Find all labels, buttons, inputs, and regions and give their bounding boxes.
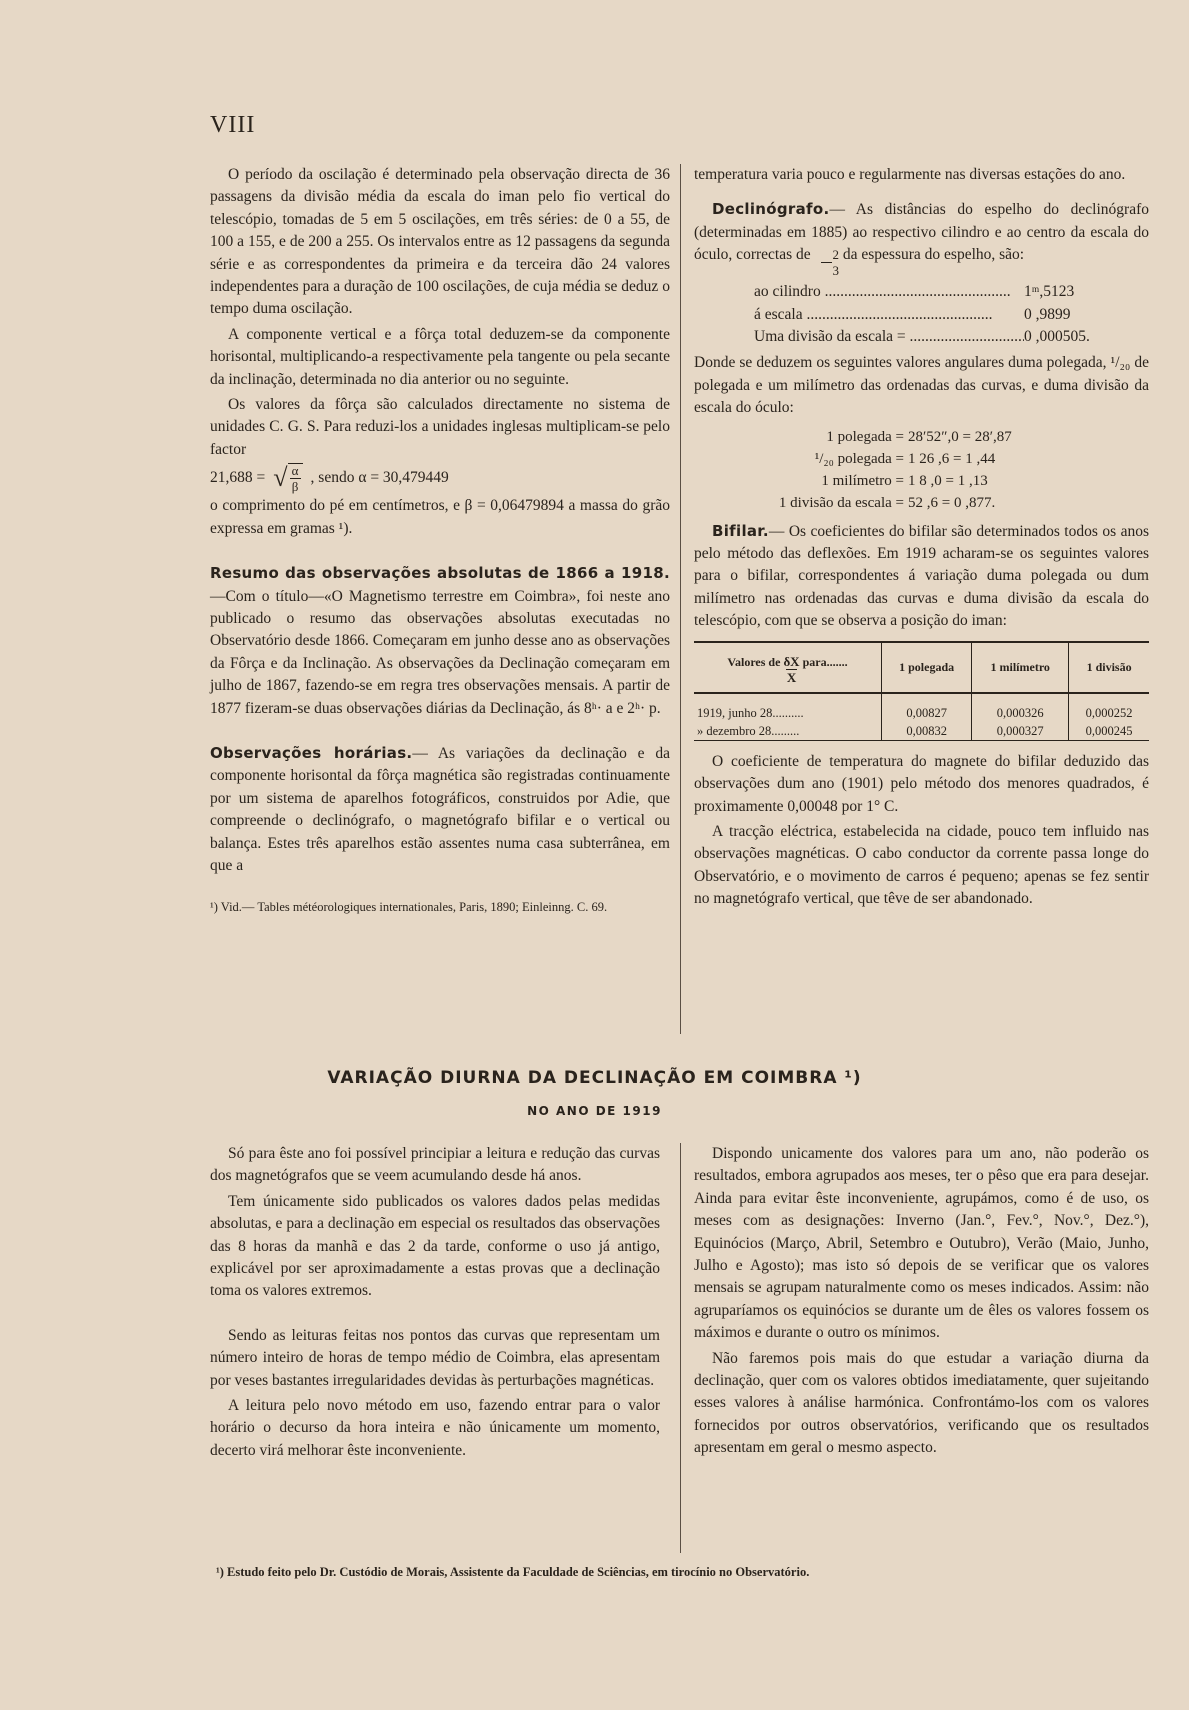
fraction-numerator: α: [291, 463, 299, 479]
section-heading: Resumo das observações absolutas de 1866 a 1918.: [210, 564, 670, 583]
paragraph: Não faremos pois mais do que estudar a variação diurna da declinação, quer com os valores obtidos imediatamente, quer sujeitando esses valores à análise harmónica. Confrontámo-los com os valores fornecidos por outros observatórios, verificando que os resultados apresentam em geral o mesmo aspecto.: [694, 1349, 1149, 1457]
table-cell: 0,000327: [972, 722, 1069, 741]
paragraph: Só para êste ano foi possível principiar a leitura e redução das curvas dos magnetógrafos que se veem acumulando desde há anos.: [210, 1145, 660, 1185]
angular-values: [744, 426, 1149, 514]
distance-value: 0 ,000505.: [1024, 328, 1090, 346]
table-cell: 0,000326: [972, 693, 1069, 722]
formula: [210, 463, 670, 493]
fraction: [815, 248, 840, 277]
section-heading: Observações horárias.: [210, 743, 413, 762]
angular-label: ¹/₂₀ polegada =: [814, 450, 904, 467]
paragraph: O coeficiente de temperatura do magnete do bifilar deduzido das observações dum ano (1901) pelo método dos menores quadrados, é proximamente 0,00048 por 1° C.: [694, 752, 1149, 815]
table-row: [694, 693, 1149, 722]
distance-list: [754, 281, 1149, 348]
paragraph: O período da oscilação é determinado pela observação directa de 36 passagens da divisão média da escala do iman pelo fio vertical do telescópio, tomadas de 5 em 5 oscilações, em três séries: de 0 a 55, de 100 a 155, e de 200 a 255. Os intervalos entre as 12 passagens da segunda série e as correspondentes da primeira e da terceira dão 24 valores independentes para a duração de 100 oscilações, de cuja média se deduz o tempo duma oscilação.: [210, 166, 670, 318]
formula-factor: 21,688 =: [210, 469, 266, 487]
angular-value: 52 ,6 = 0 ,877.: [908, 494, 996, 511]
section-bifilar: [694, 520, 1149, 633]
section-text: —Com o título—«O Magnetismo terrestre em Coimbra», foi neste ano publicado o resumo das observações absolutas executadas no Observatório desde 1866. Começaram em junho desse ano as observações da Fôrça e da Inclinação. As observações da Declinação começaram em julho de 1867, fazendo-se em regra tres observações mensais. A partir de 1877 fizeram-se duas observações diárias da Declinação, ás 8ʰ· a e 2ʰ· p.: [210, 587, 670, 717]
distance-label: á escala .....: [754, 304, 1024, 326]
formula-sendo: , sendo α = 30,479449: [310, 469, 449, 487]
fraction-numerator: δX: [783, 653, 800, 669]
section-heading: Declinógrafo.: [712, 200, 830, 219]
angular-row: [744, 426, 1149, 448]
paragraph: A componente vertical e a fôrça total deduzem-se da componente horisontal, multiplicando-a respectivamente pela tangente ou pela secante da inclinação, determinada no dia anterior ou no seguinte.: [210, 325, 670, 388]
angular-value: 1 8 ,0 = 1 ,13: [908, 472, 988, 489]
distance-value: 1ᵐ,5123: [1024, 283, 1075, 301]
distance-row: [754, 326, 1149, 348]
section-horarias: [210, 742, 670, 877]
section-subtitle: NO ANO DE 1919: [527, 1104, 662, 1118]
angular-label: 1 milímetro =: [821, 472, 904, 489]
paragraph-text: Os valores da fôrça são calculados directamente no sistema de unidades C. G. S. Para reduzi-los a unidades inglesas multiplicam-se pelo factor: [210, 396, 670, 458]
header-suffix: para.......: [802, 654, 848, 669]
paragraph: temperatura varia pouco e regularmente nas diversas estações do ano.: [694, 166, 1126, 183]
section-text: — As variações da declinação e da componente horisontal da fôrça magnética são registradas continuamente por um sistema de aparelhos fotográficos, construidos por Adie, que compreende o declinógrafo, o magnetógrafo bifilar e o vertical ou balança. Estes três aparelhos estão assentes numa casa subterrânea, em que a: [210, 744, 670, 874]
angular-label: 1 divisão da escala =: [778, 494, 904, 511]
header-prefix: Valores de: [727, 654, 781, 669]
distance-label: ao cilindro .....: [754, 281, 1024, 303]
paragraph: Dispondo unicamente dos valores para um ano, não poderão os resultados, embora agrupados aos meses, ter o pêso que era para desejar. Ainda para evitar êste inconveniente, agrupámos, como é de uso, os meses com as designações: Inverno (Jan.°, Fev.°, Nov.°, Dez.°), Equinócios (Março, Abril, Setembro e Outubro), Verão (Maio, Junho, Julho e Agosto); mas isto só depois de se verificar que os valores mensais se agrupam naturalmente como os meses indicados. Assim: não agruparíamos os equinócios se durante um de êles os valores fossem os máximos e durante o outro os mínimos.: [694, 1145, 1149, 1342]
table-cell: 0,000252: [1069, 693, 1149, 722]
paragraph: [210, 394, 670, 461]
fraction-denominator: 3: [832, 263, 839, 279]
table-row: [694, 722, 1149, 741]
footnote: ¹) Vid.— Tables météorologiques internationales, Paris, 1890; Einleinng. C. 69.: [210, 900, 608, 915]
bifilar-table: [694, 641, 1149, 741]
table-cell: 0,00827: [882, 693, 972, 722]
section-heading: Bifilar.: [712, 521, 769, 540]
fraction: [288, 463, 303, 493]
section-resumo: [210, 562, 670, 720]
bottom-left-column: [210, 1143, 660, 1462]
column-header: 1 divisão: [1069, 642, 1149, 693]
distance-value: 0 ,9899: [1024, 305, 1071, 323]
paragraph: Tem únicamente sido publicados os valores dados pelas medidas absolutas, e para a declinação em especial os resultados das observações das 8 horas da manhã e das 2 da tarde, conforme o uso já antigo, explicável por ser aproximadamente a estas provas que a declinação toma os valores extremos.: [210, 1192, 660, 1300]
table-header-row: [694, 642, 1149, 693]
section-text: da espessura do espelho, são:: [842, 246, 1025, 264]
column-header: 1 milímetro: [972, 642, 1069, 693]
table-cell: 0,00832: [882, 722, 972, 741]
fraction: [783, 655, 799, 684]
paragraph: o comprimento do pé em centímetros, e β = 0,06479894 a massa do grão expressa em gramas ¹).: [210, 497, 670, 537]
angular-value: 28′52″,0 = 28′,87: [908, 428, 1012, 445]
distance-row: [754, 304, 1149, 326]
footnote: ¹) Estudo feito pelo Dr. Custódio de Morais, Assistente da Faculdade de Sciências, em tirocínio no Observatório.: [216, 1565, 810, 1579]
fraction-denominator: X: [786, 669, 797, 685]
fraction-denominator: β: [291, 479, 299, 495]
section-text: — Os coeficientes do bifilar são determinados todos os anos pelo método das deflexões. Em 1919 acharam-se os seguintes valores para o bifilar, correspondentes á variação duma polegada ou dum milímetro nas ordenadas das curvas e duma divisão da escala do telescópio, com que se observa a posição do iman:: [694, 522, 1149, 630]
table-cell: 0,000245: [1069, 722, 1149, 741]
section-text: — As distâncias do espelho do declinógrafo (determinadas em 1885) ao respectivo cilindro e ao centro da escala do óculo, correctas de: [694, 201, 1149, 264]
fraction-numerator: 2: [832, 247, 839, 263]
angular-label: 1 polegada =: [826, 428, 904, 445]
page-number: VIII: [210, 112, 256, 138]
bottom-right-column: [694, 1143, 1149, 1460]
right-column: [694, 164, 1149, 911]
paragraph: Donde se deduzem os seguintes valores angulares duma polegada, ¹/₂₀ de polegada e um milímetro das ordenadas das curvas, e duma divisão da escala do óculo:: [694, 354, 1149, 417]
paragraph: A leitura pelo novo método em uso, fazendo entrar para o valor horário o decurso da hora inteira e não únicamente um momento, decerto virá melhorar êste inconveniente.: [210, 1397, 660, 1459]
angular-row: [744, 492, 1149, 514]
paragraph: A tracção eléctrica, estabelecida na cidade, pouco tem influido nas observações magnéticas. O cabo conductor da corrente passa longe do Observatório, e o movimento de carros é pequeno; apenas se fez sentir no magnetógrafo vertical, que têve de ser abandonado.: [694, 822, 1149, 908]
paragraph: Sendo as leituras feitas nos pontos das curvas que representam um número inteiro de horas de tempo médio de Coimbra, elas apresentam por veses bastantes irregularidades devidas às perturbações magnéticas.: [210, 1326, 660, 1389]
distance-row: [754, 281, 1149, 303]
row-label: 1919, junho 28..........: [697, 705, 804, 720]
section-declinografo: [694, 198, 1149, 277]
left-column: [210, 164, 670, 916]
angular-value: 1 26 ,6 = 1 ,44: [908, 450, 996, 467]
angular-row: [744, 448, 1149, 470]
distance-label: Uma divisão da escala = .....: [754, 326, 1024, 348]
column-divider: [680, 164, 681, 1034]
section-title: VARIAÇÃO DIURNA DA DECLINAÇÃO EM COIMBRA ¹): [327, 1068, 862, 1088]
column-divider: [680, 1143, 681, 1553]
angular-row: [744, 470, 1149, 492]
column-header: 1 polegada: [882, 642, 972, 693]
row-label: » dezembro 28.........: [694, 722, 882, 741]
table-header-label: [694, 642, 882, 693]
sqrt-symbol: √ $\frac{\alpha}{\beta}$: [273, 463, 302, 493]
